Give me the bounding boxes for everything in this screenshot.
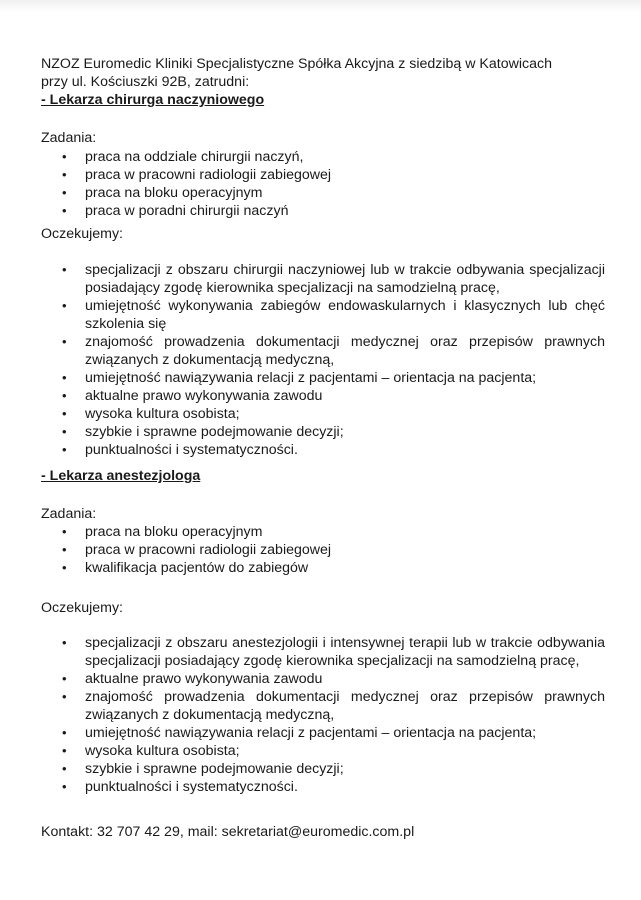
contact-line: Kontakt: 32 707 42 29, mail: sekretariat@euromedic.com.pl	[41, 824, 415, 840]
intro-line-1: NZOZ Euromedic Kliniki Specjalistyczne Spółka Akcyjna z siedzibą w Katowicach	[41, 56, 552, 72]
list-item: • szybkie i sprawne podejmowanie decyzji;	[0, 423, 605, 441]
section1-title: - Lekarza chirurga naczyniowego	[41, 92, 265, 108]
list-item: • wysoka kultura osobista;	[0, 405, 605, 423]
list-item: • punktualności i systematyczności.	[0, 778, 605, 796]
section1-tasks-list	[0, 148, 605, 220]
list-item: • aktualne prawo wykonywania zawodu	[0, 387, 605, 405]
list-item: • praca na bloku operacyjnym	[0, 184, 605, 202]
list-item: • umiejętność wykonywania zabiegów endowaskularnych i klasycznych lub chęć szkolenia się	[0, 297, 605, 333]
list-item: • umiejętność nawiązywania relacji z pacjentami – orientacja na pacjenta;	[0, 369, 605, 387]
list-item: • znajomość prowadzenia dokumentacji medycznej oraz przepisów prawnych związanych z dokumentacją medyczną,	[0, 688, 605, 724]
intro	[41, 55, 621, 109]
list-item: • wysoka kultura osobista;	[0, 742, 605, 760]
list-item: • umiejętność nawiązywania relacji z pacjentami – orientacja na pacjenta;	[0, 724, 605, 742]
section2-expect-label: Oczekujemy:	[41, 600, 123, 616]
section1-tasks-label: Zadania:	[41, 130, 97, 146]
list-item: • praca w pracowni radiologii zabiegowej	[0, 166, 605, 184]
list-item: • praca w pracowni radiologii zabiegowej	[0, 541, 605, 559]
list-item: • praca w poradni chirurgii naczyń	[0, 202, 605, 220]
list-item: • praca na bloku operacyjnym	[0, 523, 605, 541]
list-item: • kwalifikacja pacjentów do zabiegów	[0, 559, 605, 577]
section2-tasks-label: Zadania:	[41, 506, 97, 522]
list-item: • specjalizacji z obszaru anestezjologii i intensywnej terapii lub w trakcie odbywania specjalizacji posiadający zgodę kierownika specjalizacji na samodzielną pracę,	[0, 634, 605, 670]
list-item: • aktualne prawo wykonywania zawodu	[0, 670, 605, 688]
intro-line-2: przy ul. Kościuszki 92B, zatrudni:	[41, 74, 250, 90]
section2-expectations-list	[0, 634, 605, 796]
list-item: • specjalizacji z obszaru chirurgii naczyniowej lub w trakcie odbywania specjalizacji posiadający zgodę kierownika specjalizacji na samodzielną pracę,	[0, 261, 605, 297]
section1-expect-label: Oczekujemy:	[41, 226, 123, 242]
list-item: • punktualności i systematyczności.	[0, 441, 605, 459]
list-item: • szybkie i sprawne podejmowanie decyzji;	[0, 760, 605, 778]
list-item: • praca na oddziale chirurgii naczyń,	[0, 148, 605, 166]
section1-expectations-list	[0, 261, 605, 459]
section2-tasks-list	[0, 523, 605, 577]
section2-title: - Lekarza anestezjologa	[41, 468, 201, 484]
list-item: • znajomość prowadzenia dokumentacji medycznej oraz przepisów prawnych związanych z dokumentacją medyczną,	[0, 333, 605, 369]
